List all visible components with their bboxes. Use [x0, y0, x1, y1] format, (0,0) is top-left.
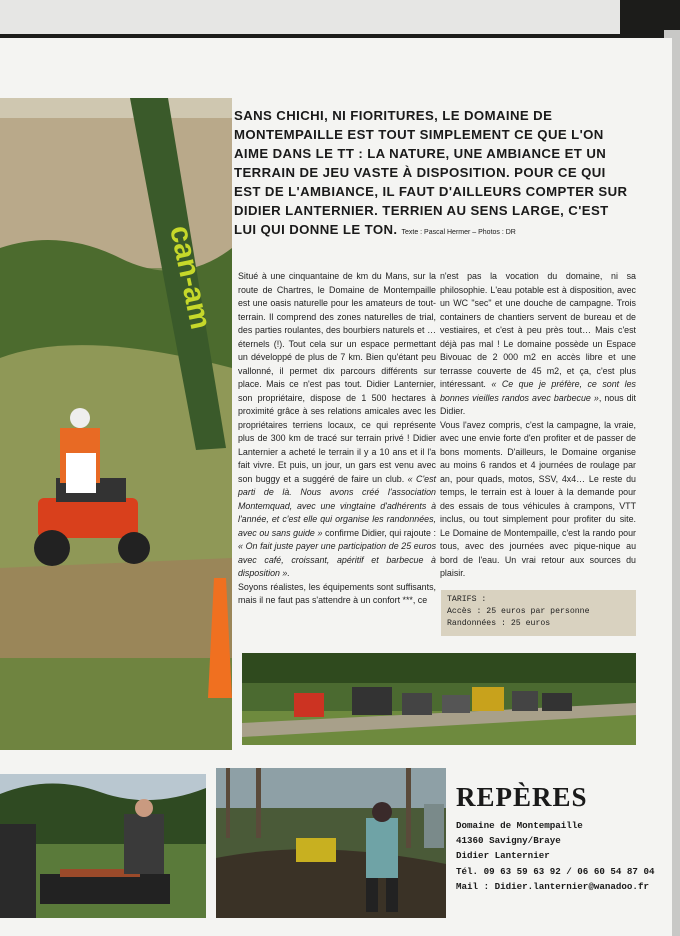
article-column-2 [440, 270, 636, 581]
reperes-title: REPÈRES [456, 782, 588, 812]
column2-paragraph-1 [440, 270, 636, 419]
photo-group-quads [242, 653, 636, 745]
column1-paragraph-2: Soyons réalistes, les équipements sont suffisants, mais il ne faut pas s'attendre à un confort ***, ce [238, 581, 436, 605]
group-quads-illustration [242, 653, 636, 745]
quad-field-illustration [0, 98, 232, 750]
reperes-tel: Tél. 09 63 59 63 92 / 06 60 54 87 04 [456, 865, 655, 877]
column1-quote-1: « C'est parti de là. Nous avons créé l'association Montemquad, avec une vingtaine d'adhérents à l'année, et c'est elle qui organise les randonnées, avec ou sans guide » [238, 473, 436, 538]
mud-trail-illustration [216, 768, 446, 918]
barbecue-illustration [0, 774, 206, 918]
reperes-name: Domaine de Montempaille [456, 820, 583, 831]
magazine-top-edge [0, 0, 680, 42]
headline-text: SANS CHICHI, NI FIORITURES, LE DOMAINE DE MONTEMPAILLE EST TOUT SIMPLEMENT CE QUE L'ON AIME DANS LE TT : LA NATURE, UNE AMBIANCE ET UN TERRAIN DE JEU VASTE À DISPOSITION. POUR CE QUI EST DE L'AMBIANCE, IL FAUT D'AILLEURS COMPTER SUR DIDIER LANTERNIER. TERRIEN AU SENS LARGE, C'EST LUI QUI DONNE LE TON. [234, 108, 628, 237]
tarifs-acces: Accès : 25 euros par personne [447, 607, 590, 616]
reperes-contact: Didier Lanternier [456, 850, 550, 862]
column2-paragraph-2: Vous l'avez compris, c'est la campagne, la vraie, avec une envie forte d'en profiter et de passer de bons moments. D'ailleurs, le Domaine organise au moins 6 randos et 4 journées de roulage par an, pour quads, motos, SSV, 4x4… Le reste du temps, le terrain est à louer à la demande pour des essais de tous véhicules à crampons, VTT inclus, ou tout simplement pour profiter du site. Le Domaine de Montempaille, c'est la rando pour tous, avec des journées avec pique-nique au bord de l'eau. Un vrai retour aux sources du plaisir. [440, 419, 636, 578]
column1-paragraph-1 [238, 270, 436, 581]
tarifs-box [441, 590, 636, 636]
reperes-box [456, 782, 666, 894]
reperes-mail: Mail : Didier.lanternier@wanadoo.fr [456, 880, 649, 892]
column1-text-mid: confirme Didier, qui rajoute : [322, 527, 436, 538]
tarifs-title: TARIFS : [447, 595, 487, 604]
column1-quote-2: « On fait juste payer une participation de 25 euros avec café, croissant, apéritif et barbecue à disposition ». [238, 541, 436, 578]
photo-quad-field [0, 98, 232, 750]
column1-text-1: Situé à une cinquantaine de km du Mans, sur la route de Chartres, le Domaine de Montempaille est une oasis naturelle pour les amateurs de tout-terrain. Il comprend des zones naturelles de trial, des parties roulantes, des bourbiers naturels et … éternels (!). Tout cela sur un espace permettant un développé de plus de 7 km. Bien qu'étant peu vallonné, il permet dix parcours différents sur place. Mais ce n'est pas tout. Didier Lanternier, son propriétaire, dispose de 1 500 hectares à proximité grâce à ses relations amicales avec les propriétaires terriens locaux, ce qui représente plus de 300 km de tracé sur terrain privé ! Didier Lanternier a acheté le terrain il y a 10 ans et il l'a fait vivre. Et puis, un jour, un gars est venu avec son buggy et a suggéré de faire un club. [238, 271, 436, 484]
reperes-address: 41360 Savigny/Braye [456, 835, 561, 847]
photo-mud-trail [216, 768, 446, 918]
previous-page-edge [0, 0, 620, 34]
flag-lettering: can-am [163, 222, 218, 333]
intro-headline [234, 106, 632, 242]
tarifs-randonnees: Randonnées : 25 euros [447, 619, 551, 628]
photo-barbecue [0, 774, 206, 918]
credits: Texte : Pascal Hermer – Photos : DR [401, 229, 516, 236]
article-column-1 [238, 270, 436, 608]
column2-text-1: n'est pas la vocation du domaine, ni sa philosophie. L'eau potable est à disposition, avec un WC "sec" et une douche de campagne. Trois containers de chantiers servent de bureau et de vestiaires, et c'est à peu près tout… Mais c'est déjà pas mal ! Le domaine possède un Espace Bivouac de 2 000 m2 en accès libre et une terrasse couverte de 45 m2, et ça, c'est plus intéressant. [440, 271, 636, 389]
column2-quote: « Ce que je préfère, ce sont les bonnes vieilles randos avec barbecue » [440, 379, 636, 403]
column2-text-end: , nous dit Didier. [440, 392, 636, 416]
